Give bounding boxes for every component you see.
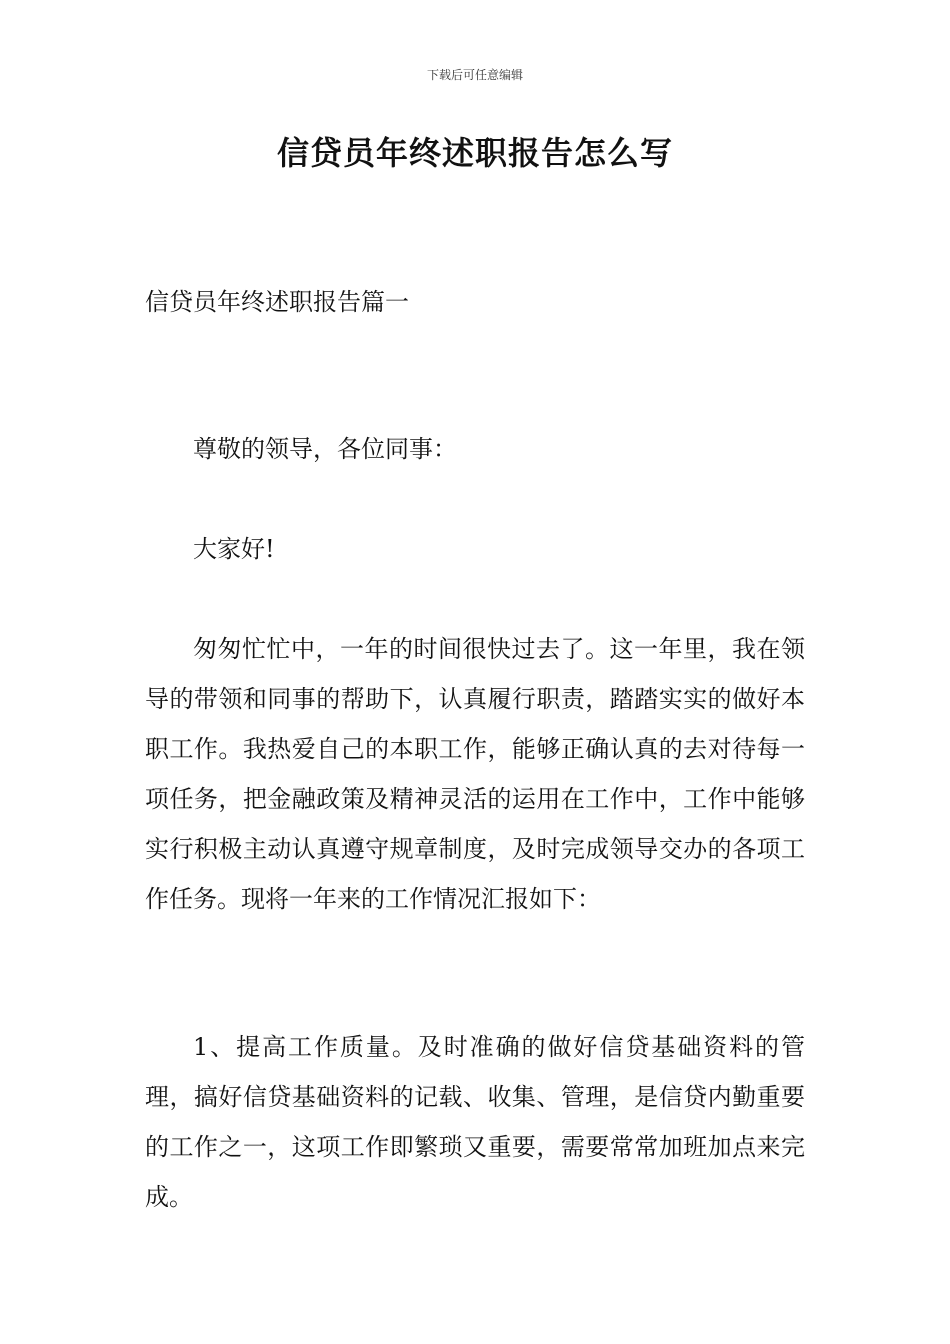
section-heading: 信贷员年终述职报告篇一 — [145, 288, 409, 316]
document-title: 信贷员年终述职报告怎么写 — [276, 134, 673, 172]
header-note: 下载后可任意编辑 — [426, 68, 523, 82]
paragraph-hello: 大家好! — [193, 535, 275, 563]
paragraph-body-2: 1、提高工作质量。及时准确的做好信贷基础资料的管理，搞好信贷基础资料的记载、收集、管理，是信贷内勤重要的工作之一，这项工作即繁琐又重要，需要常常加班加点来完成。 — [145, 1033, 805, 1211]
paragraph-greeting: 尊敬的领导，各位同事： — [193, 435, 457, 463]
paragraph-body-1: 匆匆忙忙中，一年的时间很快过去了。这一年里，我在领导的带领和同事的帮助下，认真履行职责，踏踏实实的做好本职工作。我热爱自己的本职工作，能够正确认真的去对待每一项任务，把金融政策及精神灵活的运用在工作中，工作中能够实行积极主动认真遵守规章制度，及时完成领导交办的各项工作任务。现将一年来的工作情况汇报如下： — [145, 635, 805, 913]
